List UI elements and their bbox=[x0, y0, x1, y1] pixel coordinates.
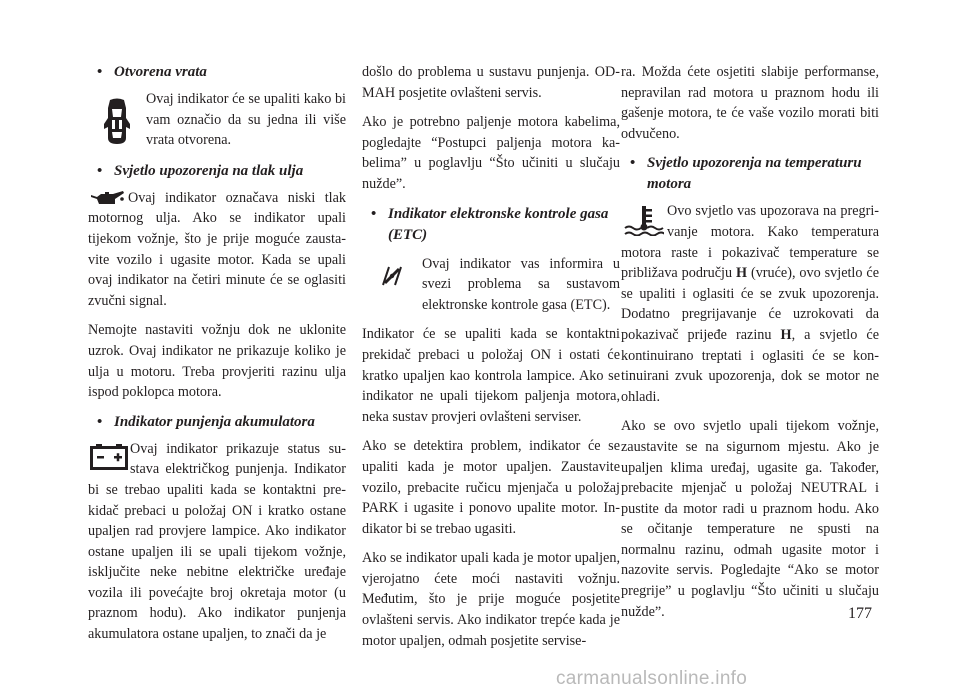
paragraph: ra. Možda ćete osjetiti slabije performanse, nepravilan rad motora u praznom hodu ili gašenje motora, te će vaše vozilo morati biti odvučeno. bbox=[621, 64, 879, 142]
bullet: • bbox=[630, 155, 636, 172]
text-run: Ovo svjetlo vas upozorava na pregrivanje motora. Kako temperatura motora raste i pokazivač temperature se približava području bbox=[621, 203, 879, 282]
bullet: • bbox=[371, 205, 377, 222]
bold-letter: H bbox=[736, 265, 748, 282]
heading-text: Indikator elektronske kontrole gasa (ETC) bbox=[388, 205, 609, 243]
text-run: , a svjetlo će kontinuirano treptati i oglasiti će se kontinuirani zvuk upozorenja, dok se motor ne ohladi. bbox=[621, 326, 879, 405]
paragraph: došlo do problema u sustavu punjenja. ODMAH posjetite ovlašteni servis. bbox=[362, 64, 620, 101]
throttle-icon bbox=[362, 254, 422, 298]
page-number: 177 bbox=[848, 605, 872, 622]
paragraph: Ako se ovo svjetlo upali tijekom vožnje, zaustavite se na sigurnom mjestu. Ako je upaljen klima uređaj, ugasite ga. Također, prebacite mjenjač u položaj NEUTRAL i pustite da motor radi u praznom hodu. Ako se očitanje temperature ne spusti na normalnu razinu, odmah ugasite motor i nazovite servis. Pogledajte “Ako se motor pregrije” u poglavlju “Što učiniti u slučaju nužde”. bbox=[621, 418, 879, 620]
door-open-icon bbox=[88, 89, 146, 155]
heading-text: Svjetlo upozorenja na temperaturu motora bbox=[647, 155, 862, 193]
coolant-temperature-icon bbox=[621, 201, 667, 241]
section-heading-oil-pressure bbox=[88, 161, 346, 182]
oil-pressure-block bbox=[88, 188, 346, 312]
bullet: • bbox=[97, 162, 103, 179]
etc-block bbox=[362, 252, 620, 316]
engine-temperature-block bbox=[621, 201, 879, 407]
section-heading-door-open bbox=[88, 62, 346, 83]
etc-description-continued: Indikator će se upaliti kada se kontaktni prekidač prebaci u položaj ON i ostati će kratko upaljen kao kontrola lampice. Ako se indikator ne upali tijekom paljenja motora, neka sustav provjeri ovlašteni serviser. bbox=[362, 326, 620, 425]
oil-pressure-description: Ovaj indikator označava niski tlak motornog ulja. Ako se indikator upali tijekom vožnje, što je prije moguće zaustavite vozilo i ugasite motor. Kada se upali ovaj indikator na četiri minute će se oglasiti zvučni signal. bbox=[88, 189, 346, 309]
section-heading-battery-charge bbox=[88, 412, 346, 433]
column-right bbox=[621, 62, 879, 631]
door-open-description: Ovaj indikator će se upaliti kako bi vam označio da su jedna ili više vrata otvorena. bbox=[146, 91, 346, 149]
battery-icon bbox=[88, 439, 130, 475]
paragraph: Ako je potrebno paljenje motora kabelima, pogledajte “Postupci paljenja motora kabelima” u poglavlju “Što učiniti u slučaju nužde”. bbox=[362, 114, 620, 192]
bold-letter: H bbox=[780, 326, 792, 343]
heading-text: Svjetlo upozorenja na tlak ulja bbox=[114, 162, 304, 179]
bullet: • bbox=[97, 64, 103, 80]
heading-text: Otvorena vrata bbox=[114, 64, 207, 80]
section-heading-etc bbox=[362, 204, 620, 246]
etc-description: Ovaj indikator vas informira u svezi problema sa sustavom elektronske kontrole gasa (ETC). bbox=[422, 255, 620, 313]
column-middle bbox=[362, 62, 620, 660]
battery-charge-block bbox=[88, 439, 346, 645]
battery-charge-description: Ovaj indikator prikazuje status sustava električkog punjenja. Indikator bi se trebao upaliti kada se kontaktni prekidač prebaci u položaj ON i kratko ostane upaljen rad provjere lampice. Ako indikator ostane upaljen ili se upali tijekom vožnje, isključite neke nebitne električke uređaje vozila ili povećajte broj okretaja motor (u praznom hodu). Ako indikator punjenja akumulatora ostane upaljen, to znači da je bbox=[88, 440, 346, 643]
oil-pressure-note: Nemojte nastaviti vožnju dok ne uklonite uzrok. Ovaj indikator ne prikazuje koliko je ulja u motoru. Treba provjeriti razinu ulja ispod poklopca motora. bbox=[88, 322, 346, 401]
paragraph: Ako se detektira problem, indikator će se upaliti kada je motor upaljen. Zaustavite vozilo, prebacite ručicu mjenjača u položaj PARK i ugasite i ponovo upalite motor. Indikator bi se trebao ugasiti. bbox=[362, 438, 620, 537]
paragraph: Ako se indikator upali kada je motor upaljen, vjerojatno ćete moći nastaviti vožnju. Međutim, što je prije moguće posjetite ovlašteni servis. Ako indikator trepće kada je motor upaljen, odmah posjetite servise- bbox=[362, 550, 620, 649]
heading-text: Indikator punjenja akumulatora bbox=[114, 413, 315, 430]
oil-can-icon bbox=[86, 188, 128, 208]
bullet: • bbox=[97, 413, 103, 430]
watermark: carmanualsonline.info bbox=[556, 668, 748, 689]
text-run: (vruće), ovo svjetlo će se upaliti i oglasiti će se zvuk upozorenja. Dodatno pregrijavanje će uzrokovati da pokazivač prijeđe razinu bbox=[621, 265, 879, 343]
section-heading-engine-temperature bbox=[621, 153, 879, 195]
door-open-block bbox=[88, 89, 346, 151]
column-left bbox=[88, 62, 346, 654]
